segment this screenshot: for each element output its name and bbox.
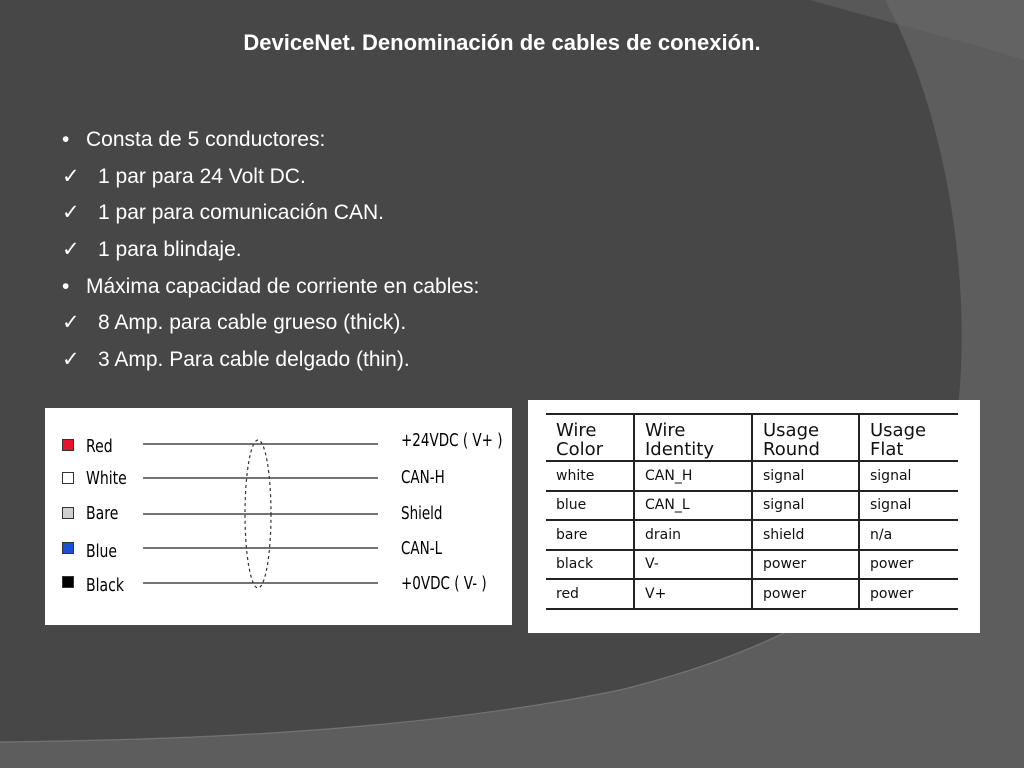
wire-table-panel xyxy=(528,400,980,633)
header-usage-flat: Usage Flat xyxy=(859,414,958,461)
table-row xyxy=(546,579,958,609)
table-cell: red xyxy=(546,579,634,609)
header-wire-color: Wire Color xyxy=(546,414,634,461)
table-cell: power xyxy=(859,550,958,580)
check-text: 1 par para comunicación CAN. xyxy=(98,201,384,225)
table-cell: power xyxy=(859,579,958,609)
swatch-bare xyxy=(62,507,74,519)
slide-title: DeviceNet. Denominación de cables de conexión. xyxy=(243,30,761,55)
bullet-item xyxy=(62,269,479,306)
wire-label-blue: Blue xyxy=(86,541,118,562)
bullet-list xyxy=(62,122,479,379)
wiring-diagram xyxy=(45,408,512,625)
table-cell: blue xyxy=(546,491,634,521)
check-item xyxy=(62,159,479,196)
check-icon: ✓ xyxy=(62,164,80,188)
wire-label-black: Black xyxy=(86,575,124,596)
table-cell: drain xyxy=(634,520,752,550)
table-cell: CAN_L xyxy=(634,491,752,521)
table-cell: bare xyxy=(546,520,634,550)
check-text: 8 Amp. para cable grueso (thick). xyxy=(98,311,407,335)
header-usage-round: Usage Round xyxy=(752,414,859,461)
check-item xyxy=(62,195,479,232)
wire-table xyxy=(546,413,958,610)
table-header-row xyxy=(546,414,958,461)
check-text: 3 Amp. Para cable delgado (thin). xyxy=(98,348,410,372)
table-cell: V- xyxy=(634,550,752,580)
table-cell: black xyxy=(546,550,634,580)
swatch-blue xyxy=(62,542,74,554)
check-text: 1 par para 24 Volt DC. xyxy=(98,164,306,188)
table-cell: signal xyxy=(752,491,859,521)
swatch-black xyxy=(62,576,74,588)
signal-label-can-h: CAN-H xyxy=(401,467,445,488)
table-row xyxy=(546,491,958,521)
table-cell: shield xyxy=(752,520,859,550)
table-cell: n/a xyxy=(859,520,958,550)
bullet-text: Máxima capacidad de corriente en cables: xyxy=(86,274,480,298)
check-icon: ✓ xyxy=(62,238,80,262)
swatch-red xyxy=(62,439,74,451)
bullet-marker: • xyxy=(62,128,70,151)
table-cell: V+ xyxy=(634,579,752,609)
check-icon: ✓ xyxy=(62,201,80,225)
table-cell: power xyxy=(752,579,859,609)
table-cell: power xyxy=(752,550,859,580)
table-row xyxy=(546,550,958,580)
check-text: 1 para blindaje. xyxy=(98,238,242,262)
check-icon: ✓ xyxy=(62,311,80,335)
bullet-item xyxy=(62,122,479,159)
table-cell: white xyxy=(546,461,634,491)
signal-label-24vdc: +24VDC ( V+ ) xyxy=(401,430,503,451)
table-cell: signal xyxy=(752,461,859,491)
check-icon: ✓ xyxy=(62,348,80,372)
swatch-white xyxy=(62,472,74,484)
wire-label-red: Red xyxy=(86,436,113,457)
bullet-text: Consta de 5 conductores: xyxy=(86,128,326,151)
check-item xyxy=(62,232,479,269)
table-cell: CAN_H xyxy=(634,461,752,491)
signal-label-can-l: CAN-L xyxy=(401,538,443,559)
signal-label-0vdc: +0VDC ( V- ) xyxy=(401,573,487,594)
table-row xyxy=(546,520,958,550)
table-cell: signal xyxy=(859,491,958,521)
check-item xyxy=(62,305,479,342)
check-item xyxy=(62,342,479,379)
table-cell: signal xyxy=(859,461,958,491)
bullet-marker: • xyxy=(62,274,70,298)
header-wire-identity: Wire Identity xyxy=(634,414,752,461)
table-row xyxy=(546,461,958,491)
wire-label-white: White xyxy=(86,468,127,489)
signal-label-shield: Shield xyxy=(401,503,443,524)
wire-label-bare: Bare xyxy=(86,503,119,524)
